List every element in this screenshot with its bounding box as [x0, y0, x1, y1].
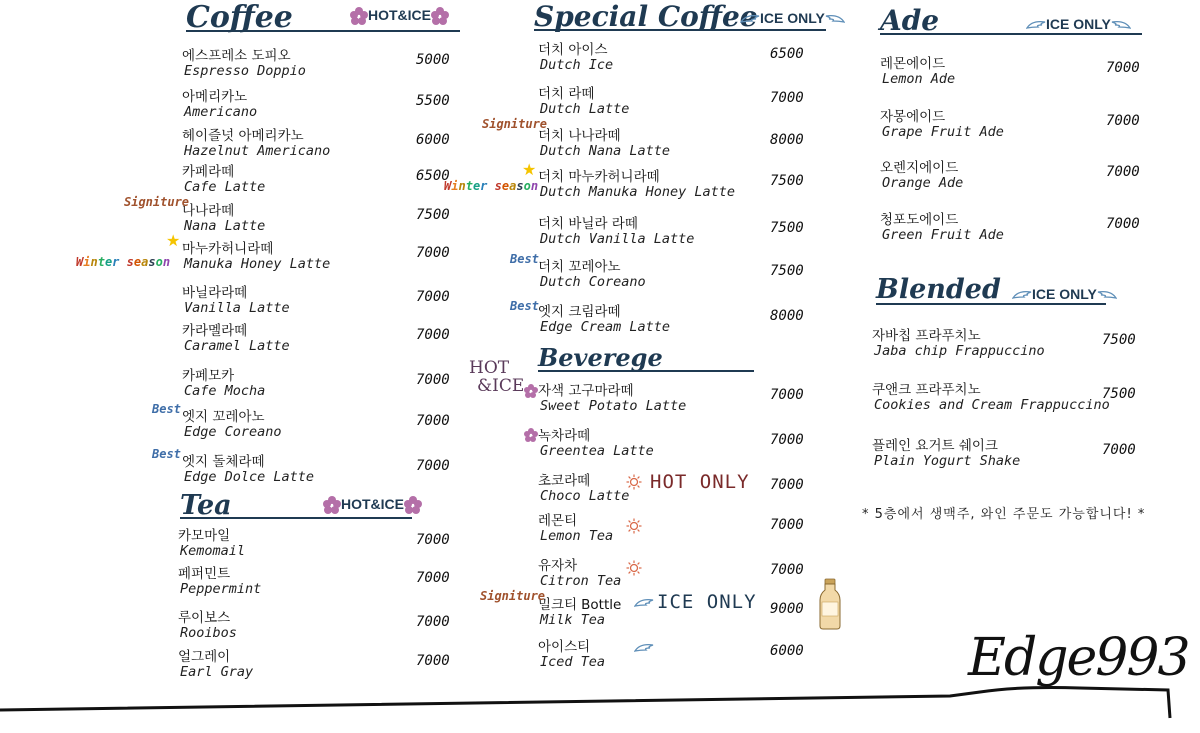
blended-tag: ICE ONLY: [1012, 284, 1117, 303]
menu-item-english: Choco Latte: [540, 488, 630, 504]
menu-item-korean: 청포도에이드: [880, 212, 959, 228]
flower-icon: [524, 380, 538, 399]
menu-item-korean: 자몽에이드: [880, 109, 946, 125]
ade-tag: ICE ONLY: [1026, 14, 1131, 33]
menu-item-price: 7000: [1102, 442, 1136, 458]
coffee-title: Coffee: [186, 0, 293, 35]
sun-icon: [626, 474, 642, 490]
flower-icon: [350, 7, 368, 25]
menu-item-english: Jaba chip Frappuccino: [874, 343, 1045, 359]
menu-item-korean: 엣지 꼬레아노: [182, 409, 265, 425]
menu-item-price: 7000: [416, 245, 450, 261]
winter-season-label: Winter season: [444, 179, 539, 193]
menu-item-english: Cafe Latte: [184, 179, 266, 195]
menu-item-korean: 자바칩 프라푸치노: [872, 328, 981, 344]
best-label: Best: [152, 447, 181, 461]
menu-item-price: 7500: [416, 207, 450, 223]
menu-item-english: Edge Dolce Latte: [184, 469, 315, 485]
menu-item-korean-suffix: Bottle: [581, 597, 622, 613]
flower-icon: [524, 424, 538, 443]
menu-item-price: 7500: [1102, 386, 1136, 402]
menu-item-price: 7000: [416, 458, 450, 474]
menu-item-korean: 녹차라떼: [538, 428, 591, 444]
menu-item-korean: 카페라떼: [182, 164, 235, 180]
menu-item-korean: 엣지 돌체라떼: [182, 454, 265, 470]
beverege-hot-ice-tag: HOT &ICE: [469, 358, 525, 396]
menu-item-korean: 더치 마누카허니라떼: [538, 169, 660, 185]
menu-item-korean: 카라멜라떼: [182, 323, 248, 339]
menu-item-korean: 에스프레소 도피오: [182, 48, 291, 64]
blended-title: Blended: [876, 274, 1001, 305]
special-coffee-title: Special Coffee: [534, 0, 758, 33]
menu-item-price: 6500: [416, 168, 450, 184]
star-icon: ★: [166, 231, 181, 250]
best-label: Best: [152, 402, 181, 416]
menu-item-english: Manuka Honey Latte: [184, 256, 331, 272]
menu-item-korean: 더치 아이스: [538, 42, 608, 58]
coffee-tag: HOT&ICE: [350, 5, 449, 25]
blended-underline: [876, 303, 1106, 305]
ade-title: Ade: [880, 4, 940, 37]
menu-item-price: 7000: [416, 570, 450, 586]
menu-item-english: Earl Gray: [180, 664, 254, 680]
best-label: Best: [510, 299, 539, 313]
flower-icon: [431, 7, 449, 25]
menu-item-english: Sweet Potato Latte: [540, 398, 687, 414]
menu-item-price: 7000: [416, 532, 450, 548]
menu-item-price: 8000: [770, 132, 804, 148]
beverege-underline: [538, 370, 754, 372]
menu-item-english: Green Fruit Ade: [882, 227, 1004, 243]
menu-item-price: 7000: [770, 517, 804, 533]
menu-item-korean: 아메리카노: [182, 89, 248, 105]
sun-icon: [626, 560, 642, 576]
menu-item-price: 7500: [770, 173, 804, 189]
menu-item-english: Dutch Coreano: [540, 274, 646, 290]
winter-season-label: Winter season: [76, 255, 171, 269]
menu-item-korean: 유자차: [538, 558, 578, 574]
menu-item-price: 7000: [770, 477, 804, 493]
wing-icon: [1111, 19, 1131, 30]
menu-item-english: Grape Fruit Ade: [882, 124, 1004, 140]
menu-item-english: Lemon Ade: [882, 71, 956, 87]
menu-item-korean: 쿠앤크 프라푸치노: [872, 382, 981, 398]
menu-item-korean: 헤이즐넛 아메리카노: [182, 128, 304, 144]
menu-item-english: Lemon Tea: [540, 528, 614, 544]
menu-item-price: 6500: [770, 46, 804, 62]
menu-item-price: 6000: [416, 132, 450, 148]
menu-item-korean: 초코라떼: [538, 473, 591, 489]
menu-item-english: Nana Latte: [184, 218, 266, 234]
menu-item-korean: 더치 라떼: [538, 86, 595, 102]
star-icon: ★: [522, 160, 537, 179]
menu-item-price: 7000: [1106, 113, 1140, 129]
menu-item-english: Dutch Vanilla Latte: [540, 231, 695, 247]
menu-item-price: 7000: [1106, 216, 1140, 232]
special-coffee-underline: [534, 29, 826, 31]
menu-item-korean: 바닐라라떼: [182, 285, 248, 301]
menu-item-english: Espresso Doppio: [184, 63, 306, 79]
menu-item-korean: 레몬에이드: [880, 56, 946, 72]
menu-item-price: 9000: [770, 601, 804, 617]
best-label: Best: [510, 252, 539, 266]
menu-item-english: Dutch Nana Latte: [540, 143, 671, 159]
menu-item-english: Dutch Ice: [540, 57, 614, 73]
flower-icon: [323, 496, 341, 514]
footer-note: * 5층에서 생맥주, 와인 주문도 가능합니다! *: [862, 507, 1146, 522]
menu-item-english: Kemomail: [180, 543, 246, 559]
special-coffee-tag: ICE ONLY: [740, 8, 845, 27]
menu-item-english: Dutch Latte: [540, 101, 630, 117]
menu-item-english: Americano: [184, 104, 258, 120]
menu-item-price: 7000: [1106, 164, 1140, 180]
menu-item-english: Caramel Latte: [184, 338, 290, 354]
menu-item-price: 7000: [770, 562, 804, 578]
menu-item-korean: 레몬티: [538, 513, 578, 529]
menu-item-english: Cookies and Cream Frappuccino: [874, 397, 1110, 413]
menu-item-price: 7000: [416, 653, 450, 669]
sun-icon: [626, 518, 642, 534]
wing-icon: [825, 13, 845, 24]
menu-item-price: 8000: [770, 308, 804, 324]
menu-item-english: Edge Coreano: [184, 424, 282, 440]
menu-item-korean: 페퍼민트: [178, 566, 231, 582]
tea-underline: [180, 517, 412, 519]
menu-item-english: Peppermint: [180, 581, 262, 597]
menu-item-korean: 아이스티: [538, 639, 591, 655]
menu-item-price: 7000: [770, 90, 804, 106]
signiture-label: Signiture: [480, 589, 546, 603]
menu-item-english: Edge Cream Latte: [540, 319, 671, 335]
signiture-label: Signiture: [124, 195, 190, 209]
menu-item-korean: 밀크티 Bottle: [538, 597, 622, 613]
menu-item-english: Dutch Manuka Honey Latte: [540, 184, 736, 200]
menu-item-price: 6000: [770, 643, 804, 659]
menu-item-price: 7000: [770, 387, 804, 403]
menu-item-korean: 마누카허니라떼: [182, 241, 274, 257]
hot-only-tag: HOT ONLY: [650, 471, 750, 493]
menu-item-korean: 자색 고구마라떼: [538, 383, 634, 399]
coffee-underline: [186, 30, 460, 32]
flower-icon: [404, 496, 422, 514]
tea-tag: HOT&ICE: [323, 494, 422, 514]
menu-item-english: Greentea Latte: [540, 443, 654, 459]
ice-only-tag: ICE ONLY: [657, 591, 757, 613]
wing-icon: [1097, 289, 1117, 300]
wing-icon: [1026, 19, 1046, 30]
menu-item-korean: 카페모카: [182, 368, 235, 384]
wing-icon: [634, 597, 654, 608]
wing-icon: [740, 13, 760, 24]
beverege-title: Beverege: [538, 343, 663, 372]
menu-item-korean: 루이보스: [178, 610, 231, 626]
menu-item-korean: 더치 꼬레아노: [538, 259, 621, 275]
menu-item-english: Plain Yogurt Shake: [874, 453, 1021, 469]
menu-item-korean: 더치 나나라떼: [538, 128, 621, 144]
menu-item-price: 7500: [1102, 332, 1136, 348]
menu-item-price: 7500: [770, 263, 804, 279]
menu-item-english: Vanilla Latte: [184, 300, 290, 316]
menu-item-english: Rooibos: [180, 625, 237, 641]
menu-item-english: Orange Ade: [882, 175, 964, 191]
menu-item-price: 7000: [416, 614, 450, 630]
menu-item-korean: 나나라떼: [182, 203, 235, 219]
menu-item-price: 7000: [416, 372, 450, 388]
menu-item-korean: 엣지 크림라떼: [538, 304, 621, 320]
menu-item-price: 5000: [416, 52, 450, 68]
menu-item-english: Hazelnut Americano: [184, 143, 331, 159]
menu-item-english: Citron Tea: [540, 573, 622, 589]
menu-item-price: 7500: [770, 220, 804, 236]
signiture-label: Signiture: [482, 117, 548, 131]
tea-title: Tea: [180, 490, 232, 521]
menu-item-price: 7000: [1106, 60, 1140, 76]
edge-signature-logo: Edge993: [968, 628, 1189, 688]
menu-item-price: 7000: [416, 413, 450, 429]
menu-item-korean: 더치 바닐라 라떼: [538, 216, 638, 232]
menu-item-price: 7000: [770, 432, 804, 448]
menu-item-price: 7000: [416, 289, 450, 305]
wing-icon: [1012, 289, 1032, 300]
menu-item-korean: 오렌지에이드: [880, 160, 959, 176]
menu-item-korean: 얼그레이: [178, 649, 231, 665]
menu-item-korean: 플레인 요거트 쉐이크: [872, 438, 998, 454]
menu-item-price: 7000: [416, 327, 450, 343]
menu-item-price: 5500: [416, 93, 450, 109]
menu-item-korean: 카모마일: [178, 528, 231, 544]
menu-item-english: Iced Tea: [540, 654, 606, 670]
ade-underline: [880, 33, 1142, 35]
menu-item-english: Milk Tea: [540, 612, 606, 628]
menu-item-english: Cafe Mocha: [184, 383, 266, 399]
